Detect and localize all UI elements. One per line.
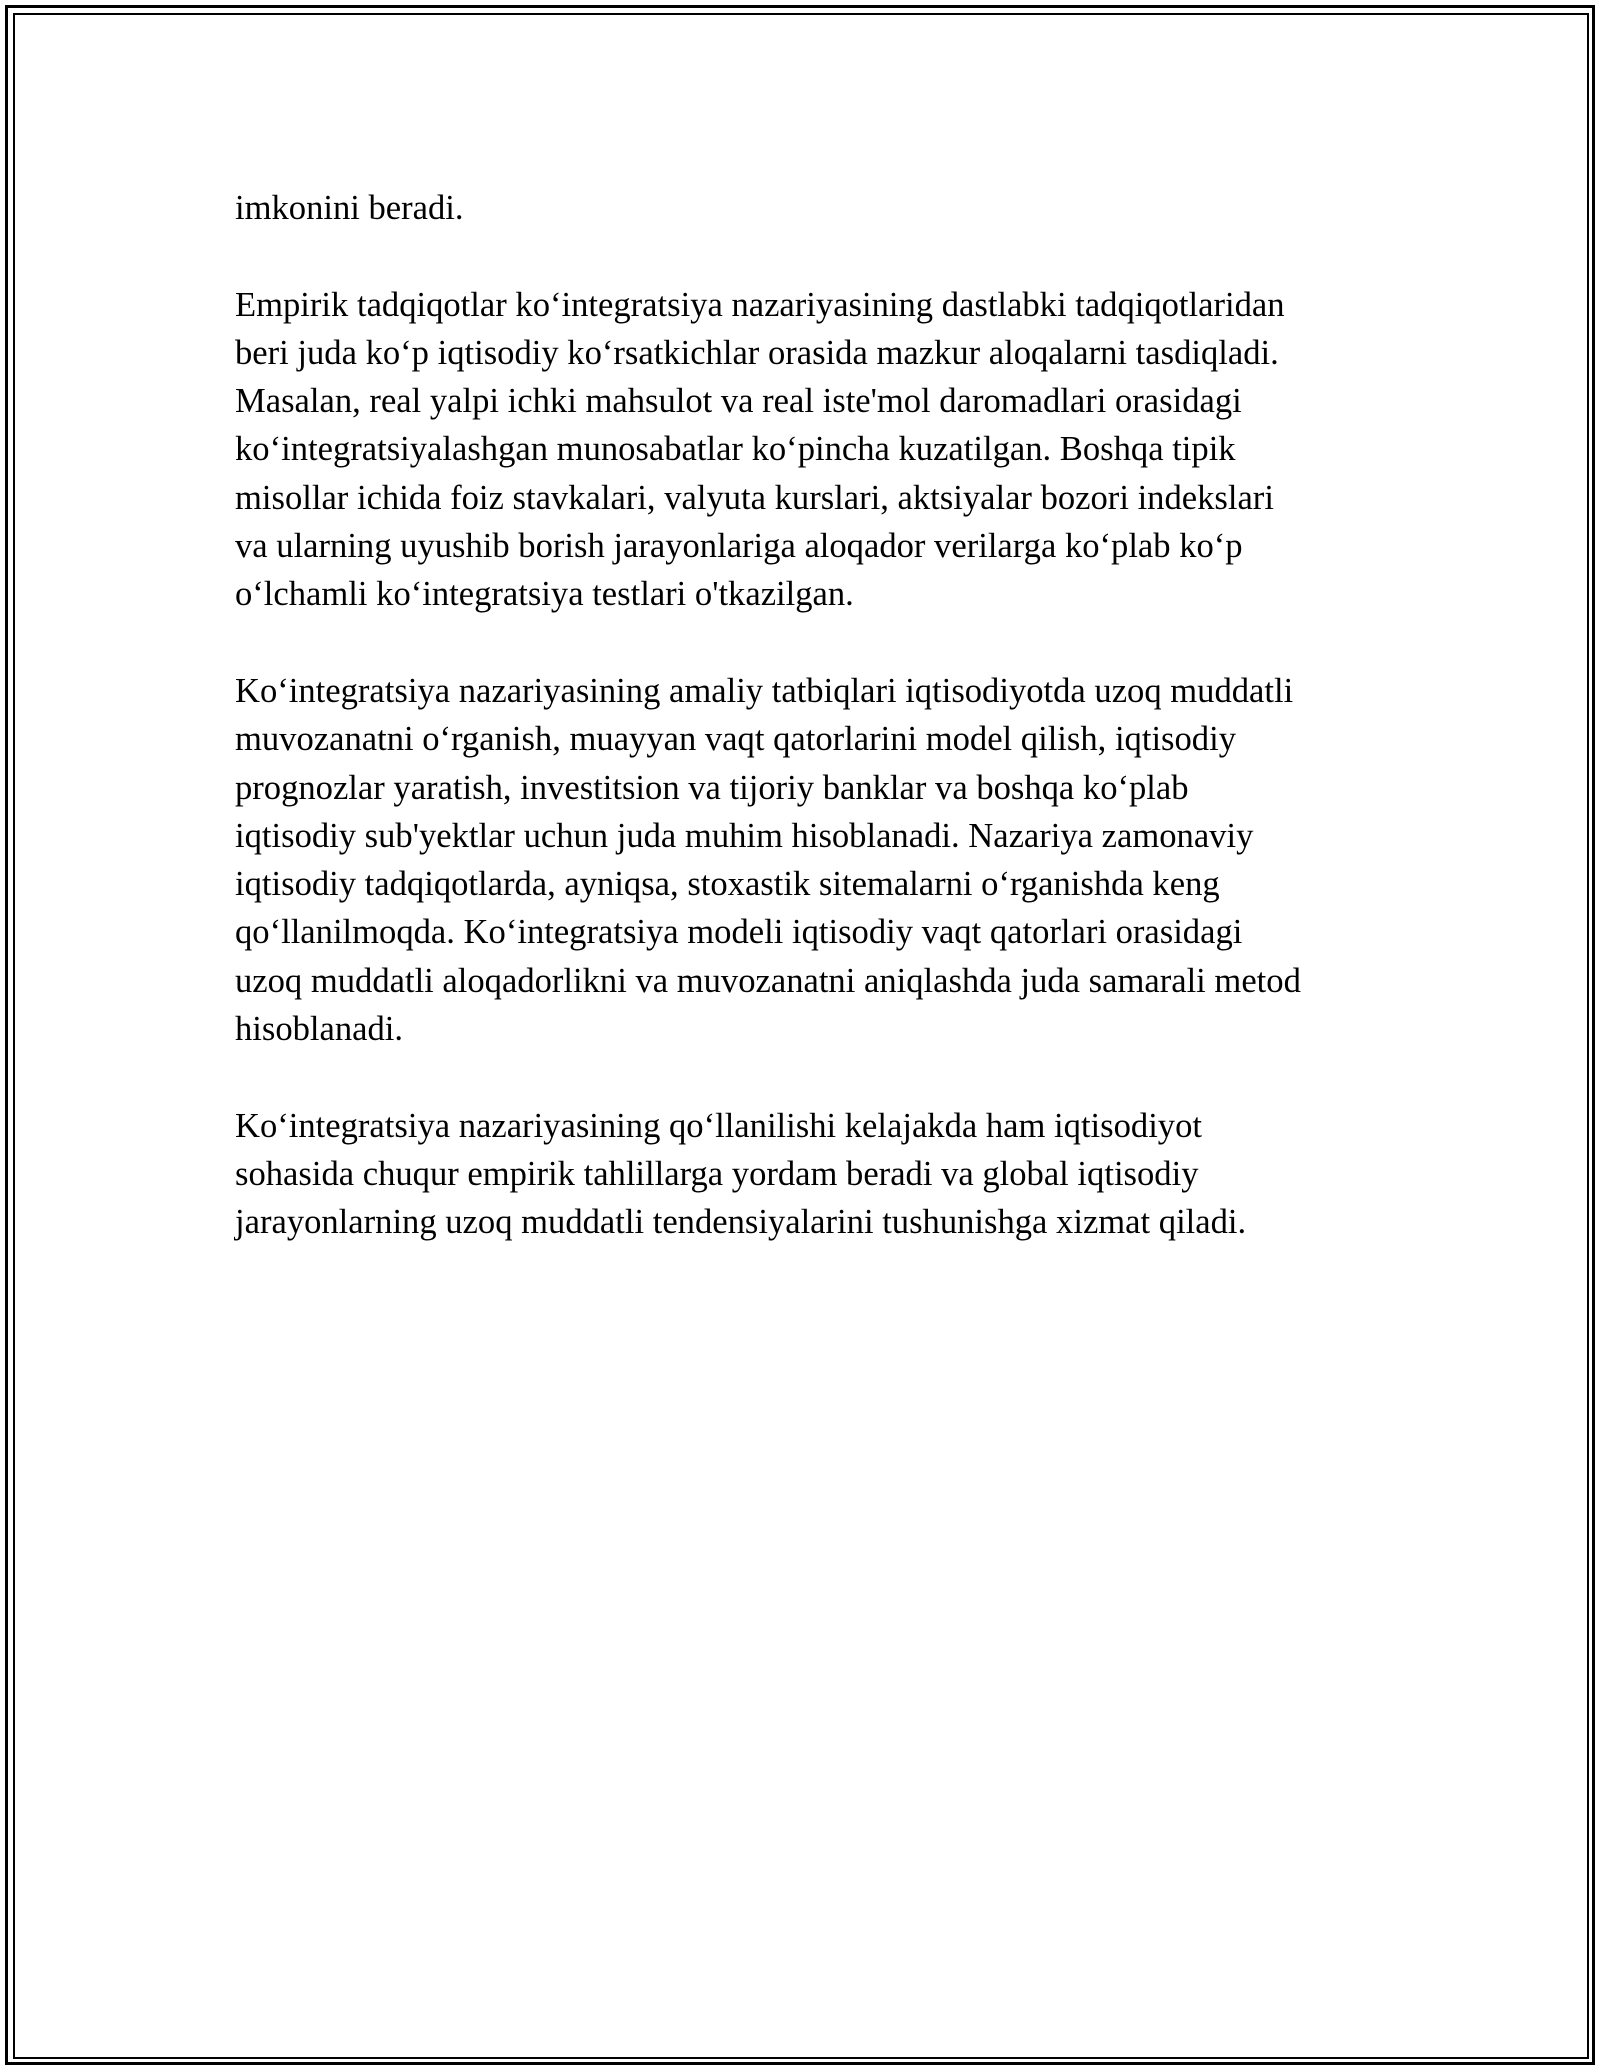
text-line: uzoq muddatli aloqadorlikni va muvozanatni aniqlashda juda samarali metod	[235, 961, 1301, 1000]
text-line: qo‘llanilmoqda. Ko‘integratsiya modeli iqtisodiy vaqt qatorlari orasidagi	[235, 913, 1243, 952]
text-line: o‘lchamli ko‘integratsiya testlari o'tkazilgan.	[235, 575, 854, 614]
paragraph-1	[235, 184, 1395, 232]
text-line: iqtisodiy sub'yektlar uchun juda muhim hisoblanadi. Nazariya zamonaviy	[235, 816, 1254, 855]
text-line: beri juda ko‘p iqtisodiy ko‘rsatkichlar orasida mazkur aloqalarni tasdiqladi.	[235, 333, 1279, 372]
text-line: prognozlar yaratish, investitsion va tijoriy banklar va boshqa ko‘plab	[235, 768, 1189, 807]
text-line: va ularning uyushib borish jarayonlariga aloqador verilarga ko‘plab ko‘p	[235, 527, 1243, 566]
text-line: Ko‘integratsiya nazariyasining amaliy tatbiqlari iqtisodiyotda uzoq muddatli	[235, 671, 1294, 710]
document-body	[235, 184, 1395, 1295]
text-line: iqtisodiy tadqiqotlarda, ayniqsa, stoxastik sitemalarni o‘rganishda keng	[235, 865, 1220, 904]
text-line: Masalan, real yalpi ichki mahsulot va real iste'mol daromadlari orasidagi	[235, 382, 1242, 421]
text-line: muvozanatni o‘rganish, muayyan vaqt qatorlarini model qilish, iqtisodiy	[235, 720, 1236, 759]
text-line: ko‘integratsiyalashgan munosabatlar ko‘pincha kuzatilgan. Boshqa tipik	[235, 430, 1236, 469]
text-line: Ko‘integratsiya nazariyasining qo‘llanilishi kelajakda ham iqtisodiyot	[235, 1106, 1202, 1145]
text-line: Empirik tadqiqotlar ko‘integratsiya nazariyasining dastlabki tadqiqotlaridan	[235, 285, 1285, 324]
paragraph-3	[235, 667, 1395, 1053]
text-line: misollar ichida foiz stavkalari, valyuta kurslari, aktsiyalar bozori indekslari	[235, 478, 1274, 517]
text-line: imkonini beradi.	[235, 189, 464, 227]
paragraph-4	[235, 1102, 1395, 1247]
text-line: jarayonlarning uzoq muddatli tendensiyalarini tushunishga xizmat qiladi.	[235, 1203, 1247, 1242]
text-line: hisoblanadi.	[235, 1010, 404, 1049]
text-line: sohasida chuqur empirik tahlillarga yordam beradi va global iqtisodiy	[235, 1154, 1199, 1193]
paragraph-2	[235, 281, 1395, 619]
